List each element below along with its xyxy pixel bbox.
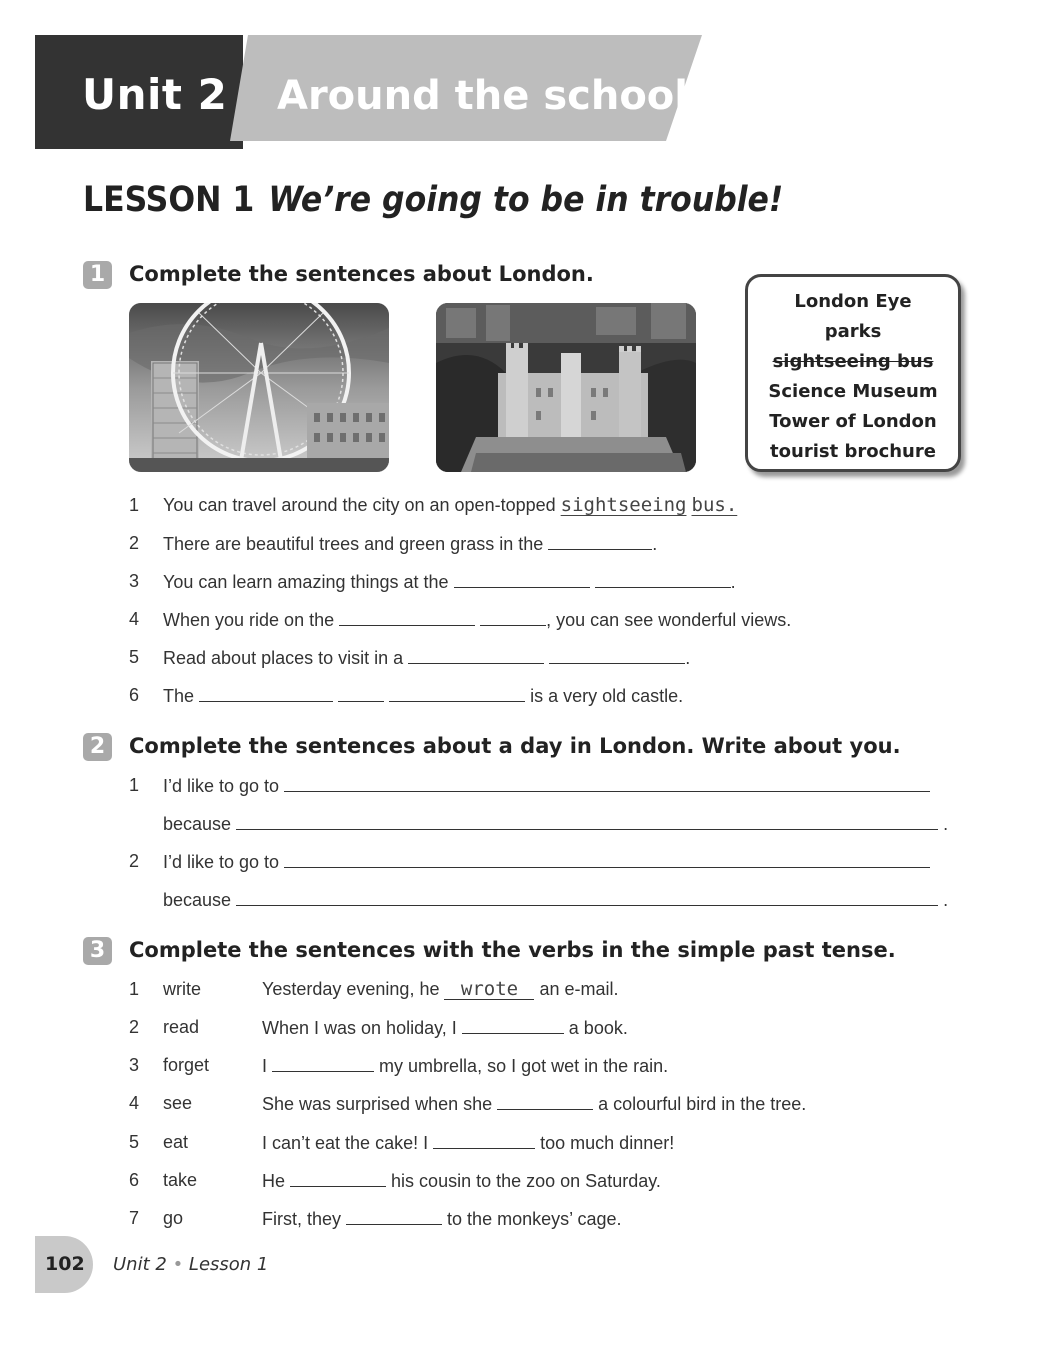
exercise-3-sentence-5: I can’t eat the cake! I too much dinner! xyxy=(262,1130,674,1155)
exercise-1-sentence-2: There are beautiful trees and green grass in the . xyxy=(163,531,657,556)
item-number: 6 xyxy=(129,685,140,705)
page-number: 102 xyxy=(45,1253,85,1275)
item-number: 1 xyxy=(129,495,140,515)
lesson-subtitle: We’re going to be in trouble! xyxy=(268,180,784,220)
item-number: 5 xyxy=(129,1132,140,1152)
answer-line[interactable] xyxy=(284,773,930,792)
answer-line[interactable] xyxy=(236,811,938,830)
exercise-2-line-1a: I’d like to go to xyxy=(163,773,930,798)
verb: forget xyxy=(163,1055,210,1075)
answer-blank[interactable] xyxy=(339,607,475,626)
exercise-3-sentence-3: I my umbrella, so I got wet in the rain. xyxy=(262,1053,668,1078)
verb: write xyxy=(163,979,202,999)
item-number: 2 xyxy=(129,533,140,553)
exercise-1-title: Complete the sentences about London. xyxy=(129,262,594,286)
item-number: 4 xyxy=(129,1093,140,1113)
verb: eat xyxy=(163,1132,189,1152)
exercise-2-number: 2 xyxy=(83,733,112,761)
lesson-heading xyxy=(83,180,783,220)
ferris-wheel-icon xyxy=(129,303,389,472)
exercise-1-sentence-6: The is a very old castle. xyxy=(163,683,683,708)
castle-icon xyxy=(436,303,696,472)
answer-blank[interactable] xyxy=(272,1053,374,1072)
item-number: 3 xyxy=(129,1055,140,1075)
exercise-3-sentence-7: First, they to the monkeys’ cage. xyxy=(262,1206,621,1231)
tower-of-london-photo xyxy=(436,303,696,472)
answer-blank[interactable] xyxy=(199,683,333,702)
answer-blank[interactable] xyxy=(595,569,731,588)
verb: see xyxy=(163,1093,193,1113)
exercise-3-number: 3 xyxy=(83,937,112,965)
verb: take xyxy=(163,1170,198,1190)
exercise-3-sentence-4: She was surprised when she a colourful bird in the tree. xyxy=(262,1091,806,1116)
answer-blank[interactable] xyxy=(454,569,590,588)
item-number: 3 xyxy=(129,571,140,591)
exercise-1-sentence-1: You can travel around the city on an open-topped sightseeing bus. xyxy=(163,494,738,516)
exercise-1-number: 1 xyxy=(83,261,112,289)
london-eye-photo xyxy=(129,303,389,472)
answer-blank[interactable] xyxy=(462,1015,564,1034)
example-answer: wrote xyxy=(460,978,519,1000)
item-number: 2 xyxy=(129,1017,140,1037)
word-box xyxy=(745,274,961,472)
answer-blank[interactable] xyxy=(346,1206,442,1225)
answer-blank[interactable] xyxy=(389,683,525,702)
exercise-1-sentence-3: You can learn amazing things at the . xyxy=(163,569,736,594)
lesson-label: LESSON 1 xyxy=(83,180,255,220)
unit-title: Around the schools xyxy=(277,73,712,119)
exercise-2-title: Complete the sentences about a day in London. Write about you. xyxy=(129,734,901,758)
word-box-item: tourist brochure xyxy=(770,441,936,462)
exercise-2-line-2a: I’d like to go to xyxy=(163,849,930,874)
item-number: 5 xyxy=(129,647,140,667)
answer-blank[interactable] xyxy=(338,683,384,702)
exercise-2-line-2b: because . xyxy=(163,887,948,912)
word-box-item: London Eye xyxy=(794,291,912,312)
item-number: 7 xyxy=(129,1208,140,1228)
word-box-item: parks xyxy=(824,321,882,342)
answer-blank[interactable] xyxy=(548,531,652,550)
answer-blank[interactable] xyxy=(497,1091,593,1110)
answer-blank[interactable] xyxy=(480,607,546,626)
item-number: 1 xyxy=(129,775,140,795)
item-number: 4 xyxy=(129,609,140,629)
verb: read xyxy=(163,1017,200,1037)
exercise-1-sentence-4: When you ride on the , you can see wonderful views. xyxy=(163,607,791,632)
exercise-3-sentence-2: When I was on holiday, I a book. xyxy=(262,1015,628,1040)
answer-blank[interactable] xyxy=(549,645,685,664)
exercise-3-sentence-6: He his cousin to the zoo on Saturday. xyxy=(262,1168,661,1193)
word-box-item: Science Museum xyxy=(768,381,938,402)
example-answer: sightseeing xyxy=(560,494,687,516)
word-box-item-crossed-out: sightseeing bus xyxy=(772,351,934,372)
word-box-item: Tower of London xyxy=(769,411,937,432)
item-number: 2 xyxy=(129,851,140,871)
exercise-3-title: Complete the sentences with the verbs in the simple past tense. xyxy=(129,938,896,962)
unit-label: Unit 2 xyxy=(82,70,228,119)
item-number: 6 xyxy=(129,1170,140,1190)
answer-blank[interactable] xyxy=(408,645,544,664)
exercise-3-sentence-1: Yesterday evening, he wrote an e-mail. xyxy=(262,978,619,1000)
example-answer: bus. xyxy=(691,494,738,516)
exercise-2-line-1b: because . xyxy=(163,811,948,836)
exercise-1-sentence-5: Read about places to visit in a . xyxy=(163,645,690,670)
answer-blank[interactable] xyxy=(444,977,534,1000)
answer-blank[interactable] xyxy=(433,1130,535,1149)
answer-line[interactable] xyxy=(284,849,930,868)
answer-line[interactable] xyxy=(236,887,938,906)
verb: go xyxy=(163,1208,184,1228)
footer-breadcrumb: Unit 2 • Lesson 1 xyxy=(113,1254,269,1275)
item-number: 1 xyxy=(129,979,140,999)
answer-blank[interactable] xyxy=(290,1168,386,1187)
